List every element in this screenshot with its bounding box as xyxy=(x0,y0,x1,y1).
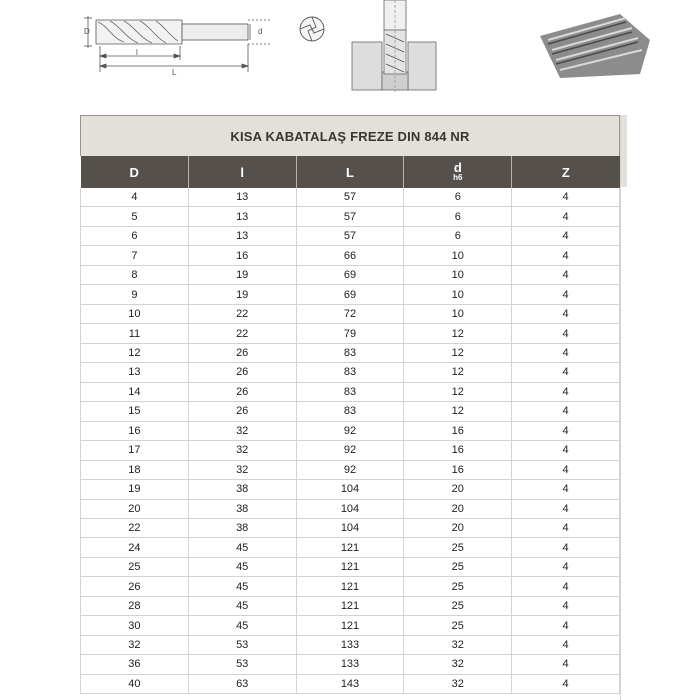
cell-D: 40 xyxy=(81,674,189,693)
cell-L: 72 xyxy=(296,304,404,323)
cell-Z: 4 xyxy=(512,246,620,265)
adjacent-table-edge xyxy=(620,115,627,700)
tool-drawings xyxy=(0,0,700,115)
table-row xyxy=(81,304,620,323)
cell-L: 83 xyxy=(296,402,404,421)
cell-D: 9 xyxy=(81,285,189,304)
cell-d: 10 xyxy=(404,304,512,323)
table-row xyxy=(81,480,620,499)
cell-L: 104 xyxy=(296,518,404,537)
table-row xyxy=(81,538,620,557)
cell-Z: 4 xyxy=(512,226,620,245)
cell-l: 32 xyxy=(188,460,296,479)
cell-l: 26 xyxy=(188,343,296,362)
cell-Z: 4 xyxy=(512,304,620,323)
cell-l: 13 xyxy=(188,188,296,207)
cell-L: 69 xyxy=(296,285,404,304)
col-header-d xyxy=(404,156,512,188)
cell-d: 6 xyxy=(404,188,512,207)
specs-table-wrap xyxy=(80,115,620,694)
adjacent-table-header-edge xyxy=(621,115,627,187)
table-row xyxy=(81,577,620,596)
cell-d: 10 xyxy=(404,246,512,265)
cell-l: 32 xyxy=(188,421,296,440)
table-row xyxy=(81,285,620,304)
table-row xyxy=(81,421,620,440)
col-header-l: l xyxy=(188,156,296,188)
cell-L: 104 xyxy=(296,499,404,518)
cell-L: 133 xyxy=(296,635,404,654)
cell-D: 7 xyxy=(81,246,189,265)
cell-D: 13 xyxy=(81,363,189,382)
cell-d: 12 xyxy=(404,343,512,362)
cell-L: 79 xyxy=(296,324,404,343)
cell-d: 20 xyxy=(404,518,512,537)
cell-d: 20 xyxy=(404,499,512,518)
cell-L: 121 xyxy=(296,616,404,635)
cell-l: 26 xyxy=(188,402,296,421)
col-header-d-label: d xyxy=(453,160,462,175)
col-header-Z: Z xyxy=(512,156,620,188)
cell-d: 12 xyxy=(404,402,512,421)
cell-D: 25 xyxy=(81,557,189,576)
cell-D: 8 xyxy=(81,265,189,284)
cell-d: 10 xyxy=(404,285,512,304)
cell-D: 10 xyxy=(81,304,189,323)
table-row xyxy=(81,616,620,635)
cell-Z: 4 xyxy=(512,382,620,401)
table-title: KISA KABATALAŞ FREZE DIN 844 NR xyxy=(80,115,620,156)
table-row xyxy=(81,655,620,674)
dim-label-D: D xyxy=(84,27,90,36)
table-row xyxy=(81,363,620,382)
cell-D: 24 xyxy=(81,538,189,557)
cell-D: 4 xyxy=(81,188,189,207)
cell-Z: 4 xyxy=(512,285,620,304)
cell-Z: 4 xyxy=(512,557,620,576)
cell-d: 25 xyxy=(404,577,512,596)
table-row xyxy=(81,460,620,479)
cell-L: 92 xyxy=(296,421,404,440)
cell-l: 19 xyxy=(188,265,296,284)
cell-Z: 4 xyxy=(512,265,620,284)
cell-l: 38 xyxy=(188,518,296,537)
cell-L: 57 xyxy=(296,226,404,245)
cell-D: 20 xyxy=(81,499,189,518)
table-row xyxy=(81,557,620,576)
cell-d: 12 xyxy=(404,363,512,382)
cell-D: 14 xyxy=(81,382,189,401)
table-row xyxy=(81,382,620,401)
figures-strip xyxy=(0,0,700,115)
cell-d: 10 xyxy=(404,265,512,284)
table-row xyxy=(81,674,620,693)
cell-l: 13 xyxy=(188,207,296,226)
cell-d: 32 xyxy=(404,655,512,674)
cell-Z: 4 xyxy=(512,363,620,382)
cell-Z: 4 xyxy=(512,596,620,615)
table-row xyxy=(81,226,620,245)
slot-cut-drawing xyxy=(352,0,436,92)
col-header-L: L xyxy=(296,156,404,188)
cell-d: 25 xyxy=(404,596,512,615)
cell-l: 19 xyxy=(188,285,296,304)
cell-Z: 4 xyxy=(512,421,620,440)
cell-L: 57 xyxy=(296,207,404,226)
cell-D: 19 xyxy=(81,480,189,499)
cell-Z: 4 xyxy=(512,343,620,362)
cell-L: 92 xyxy=(296,460,404,479)
cell-L: 92 xyxy=(296,441,404,460)
cell-D: 12 xyxy=(81,343,189,362)
cell-d: 25 xyxy=(404,538,512,557)
cell-D: 16 xyxy=(81,421,189,440)
cell-Z: 4 xyxy=(512,616,620,635)
cell-L: 83 xyxy=(296,382,404,401)
cell-Z: 4 xyxy=(512,655,620,674)
cell-L: 143 xyxy=(296,674,404,693)
cell-L: 83 xyxy=(296,363,404,382)
cell-Z: 4 xyxy=(512,635,620,654)
cell-d: 25 xyxy=(404,557,512,576)
cell-Z: 4 xyxy=(512,441,620,460)
cell-L: 66 xyxy=(296,246,404,265)
end-view-drawing xyxy=(300,17,324,41)
table-row xyxy=(81,441,620,460)
cell-D: 22 xyxy=(81,518,189,537)
cell-D: 17 xyxy=(81,441,189,460)
side-view-drawing xyxy=(84,16,270,72)
cell-l: 22 xyxy=(188,324,296,343)
table-row xyxy=(81,635,620,654)
cell-d: 25 xyxy=(404,616,512,635)
table-row xyxy=(81,246,620,265)
cell-d: 16 xyxy=(404,421,512,440)
cell-d: 6 xyxy=(404,207,512,226)
cell-l: 63 xyxy=(188,674,296,693)
dim-label-d: d xyxy=(258,27,263,36)
cell-L: 121 xyxy=(296,577,404,596)
cell-d: 32 xyxy=(404,635,512,654)
cell-Z: 4 xyxy=(512,480,620,499)
cell-L: 104 xyxy=(296,480,404,499)
col-header-d-tolerance: h6 xyxy=(453,173,463,182)
table-row xyxy=(81,207,620,226)
table-row xyxy=(81,596,620,615)
cell-D: 18 xyxy=(81,460,189,479)
cell-l: 38 xyxy=(188,480,296,499)
cell-D: 26 xyxy=(81,577,189,596)
cell-l: 45 xyxy=(188,557,296,576)
cell-l: 32 xyxy=(188,441,296,460)
cell-l: 26 xyxy=(188,363,296,382)
cell-D: 28 xyxy=(81,596,189,615)
cell-Z: 4 xyxy=(512,188,620,207)
cell-D: 11 xyxy=(81,324,189,343)
cell-L: 121 xyxy=(296,557,404,576)
cell-Z: 4 xyxy=(512,577,620,596)
cell-d: 6 xyxy=(404,226,512,245)
header-row xyxy=(81,156,620,188)
cell-l: 53 xyxy=(188,635,296,654)
cell-L: 121 xyxy=(296,538,404,557)
table-row xyxy=(81,499,620,518)
table-row xyxy=(81,265,620,284)
cell-Z: 4 xyxy=(512,402,620,421)
cell-l: 16 xyxy=(188,246,296,265)
table-row xyxy=(81,343,620,362)
cell-D: 30 xyxy=(81,616,189,635)
cell-d: 20 xyxy=(404,480,512,499)
cell-L: 69 xyxy=(296,265,404,284)
cell-Z: 4 xyxy=(512,207,620,226)
cell-Z: 4 xyxy=(512,499,620,518)
table-row xyxy=(81,188,620,207)
cell-l: 45 xyxy=(188,596,296,615)
cell-d: 12 xyxy=(404,324,512,343)
col-header-D: D xyxy=(81,156,189,188)
table-row xyxy=(81,324,620,343)
cell-l: 38 xyxy=(188,499,296,518)
table-row xyxy=(81,518,620,537)
specs-table xyxy=(80,156,620,694)
cell-D: 32 xyxy=(81,635,189,654)
tool-photo xyxy=(540,14,650,78)
cell-L: 83 xyxy=(296,343,404,362)
cell-d: 16 xyxy=(404,460,512,479)
cell-D: 6 xyxy=(81,226,189,245)
cell-L: 121 xyxy=(296,596,404,615)
cell-Z: 4 xyxy=(512,538,620,557)
cell-D: 36 xyxy=(81,655,189,674)
cell-Z: 4 xyxy=(512,518,620,537)
cell-D: 15 xyxy=(81,402,189,421)
cell-d: 12 xyxy=(404,382,512,401)
cell-l: 22 xyxy=(188,304,296,323)
cell-d: 32 xyxy=(404,674,512,693)
cell-L: 133 xyxy=(296,655,404,674)
dim-label-l: l xyxy=(136,48,138,57)
cell-l: 45 xyxy=(188,538,296,557)
cell-L: 57 xyxy=(296,188,404,207)
table-row xyxy=(81,402,620,421)
table-body xyxy=(81,188,620,694)
cell-l: 53 xyxy=(188,655,296,674)
cell-Z: 4 xyxy=(512,324,620,343)
cell-l: 26 xyxy=(188,382,296,401)
cell-l: 13 xyxy=(188,226,296,245)
cell-l: 45 xyxy=(188,577,296,596)
cell-D: 5 xyxy=(81,207,189,226)
cell-d: 16 xyxy=(404,441,512,460)
dim-label-L: L xyxy=(172,68,177,77)
cell-Z: 4 xyxy=(512,674,620,693)
cell-l: 45 xyxy=(188,616,296,635)
cell-Z: 4 xyxy=(512,460,620,479)
